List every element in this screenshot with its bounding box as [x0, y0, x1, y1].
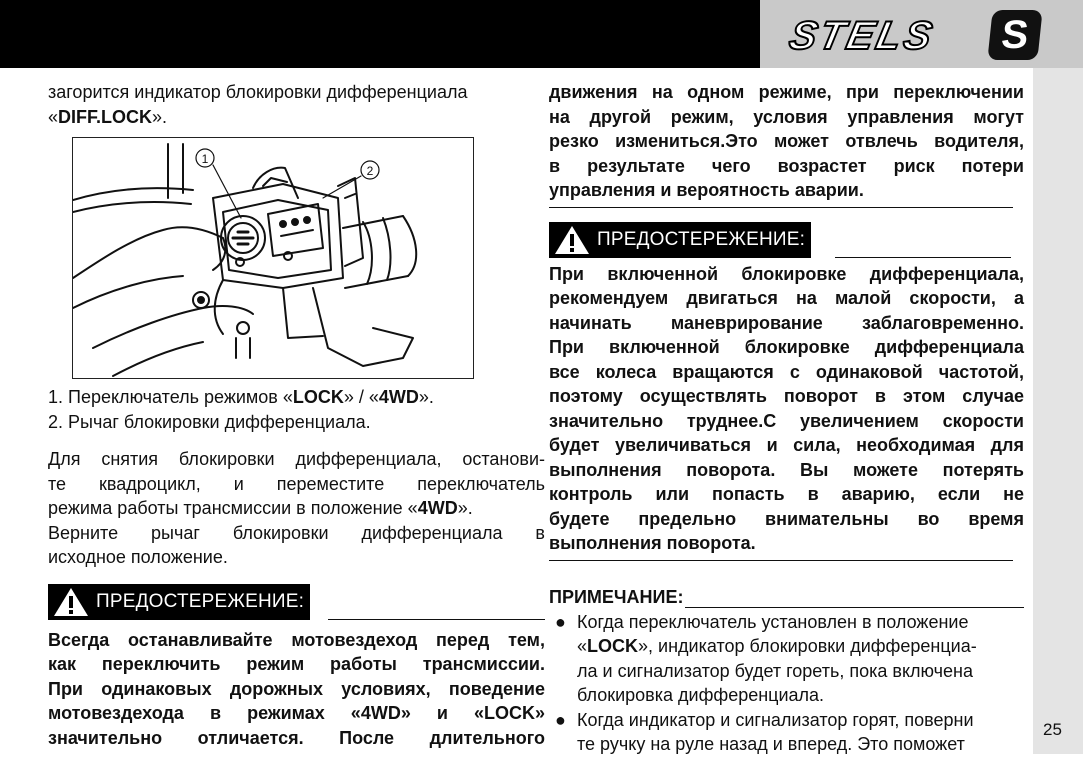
figure-captions [48, 385, 545, 434]
warning-line: При одинаковых дорожных условиях, поведение [48, 678, 545, 699]
intro-line: загорится индикатор блокировки дифференциала [48, 82, 468, 102]
warning-line: начинать маневрирование заблаговременно. [549, 312, 1024, 333]
continued-warning [549, 80, 1024, 203]
note-line: Когда переключатель установлен в положение [577, 611, 969, 632]
lock-term: LOCK [587, 636, 639, 656]
warning-rule [328, 619, 545, 620]
warning-triangle-icon [52, 586, 90, 618]
paragraph-line: Верните рычаг блокировки дифференциала в [48, 522, 545, 543]
note-list [549, 610, 1024, 757]
warning-line: все колеса вращаются с одинаковой частотой, [549, 361, 1024, 382]
warning-line: управления и вероятность аварии. [549, 180, 864, 200]
paragraph-text: ». [457, 498, 473, 518]
warning-line [48, 701, 545, 726]
warning-line: выполнения поворота. Вы можете потерять [549, 459, 1024, 480]
warning-line: резко измениться.Это может отвлечь водителя, [549, 131, 1024, 151]
switch-illustration [73, 138, 473, 378]
warning-line: контроль или попасть в аварию, если не [549, 484, 1024, 504]
warning-line: на другой режим, условия управления могут [549, 106, 1024, 127]
warning-text-left [48, 628, 545, 751]
logo-wordmark: STELS [785, 14, 939, 58]
caption-text: » / « [343, 387, 379, 407]
caption-1 [48, 387, 434, 407]
4wd-term: 4WD [360, 703, 401, 723]
paragraph-line: Для снятия блокировки дифференциала, останови- [48, 449, 545, 469]
note-rule [685, 589, 1024, 608]
warning-line: как переключить режим работы трансмиссии. [48, 654, 545, 674]
page-number: 25 [1043, 720, 1062, 739]
warning-text: » и « [400, 703, 484, 723]
callout-1-label: 1 [201, 152, 209, 166]
warning-line: Всегда останавливайте мотовездеход перед тем, [48, 629, 545, 650]
note-text: « [577, 636, 588, 656]
warning-label [48, 584, 310, 620]
intro-paragraph [48, 80, 545, 129]
section-rule [549, 207, 1013, 208]
warning-text: мотовездехода в режимах « [48, 703, 361, 723]
right-column [549, 80, 1024, 757]
warning-header-right [549, 222, 1024, 260]
note-line [577, 634, 1024, 659]
warning-label-text: ПРЕДОСТЕРЕЖЕНИЕ: [597, 228, 806, 250]
warning-line: поэтому осуществлять поворот в этом случае [549, 386, 1024, 406]
callout-2-label: 2 [366, 164, 374, 178]
left-column [48, 80, 545, 750]
logo-s-badge: S [987, 10, 1042, 60]
warning-header-left [48, 584, 545, 622]
warning-line: значительно отличается. После длительного [48, 727, 545, 748]
stels-logo [780, 10, 1070, 62]
quote: ». [152, 106, 168, 127]
warning-label [549, 222, 811, 258]
note-title: ПРИМЕЧАНИЕ: [549, 586, 684, 607]
4wd-term: 4WD [378, 387, 419, 407]
warning-text-right [549, 262, 1024, 556]
warning-line: выполнения поворота. [549, 533, 756, 553]
warning-line: значительно труднее.С увеличением скорости [549, 410, 1024, 431]
note-line: Когда индикатор и сигнализатор горят, поверни [577, 709, 974, 730]
header-black-band [0, 0, 760, 68]
quote: « [48, 106, 59, 127]
note-line: блокировка дифференциала. [577, 685, 825, 705]
warning-label-text: ПРЕДОСТЕРЕЖЕНИЕ: [96, 590, 305, 612]
warning-rule [835, 257, 1011, 258]
warning-line: в результате чего возрастет риск потери [549, 155, 1024, 176]
4wd-term: 4WD [417, 498, 458, 518]
caption-text: 1. Переключатель режимов « [48, 387, 293, 407]
bullet-icon: ● [555, 611, 566, 632]
caption-2: 2. Рычаг блокировки дифференциала. [48, 411, 371, 432]
diff-lock-term: DIFF.LOCK [58, 106, 153, 127]
warning-line: При включенной блокировке дифференциала, [549, 263, 1024, 284]
handlebar-switch-figure [72, 137, 474, 379]
caption-text: ». [418, 387, 434, 407]
warning-line: движения на одном режиме, при переключении [549, 82, 1024, 102]
warning-line: рекомендуем двигаться на малой скорости, а [549, 288, 1024, 308]
unlock-paragraph [48, 447, 545, 570]
section-rule [549, 560, 1013, 561]
lock-term: LOCK [292, 387, 344, 407]
page-side-strip [1033, 68, 1083, 754]
note-text: », индикатор блокировки дифференциа- [638, 636, 977, 656]
note-line: те ручку на руле назад и вперед. Это поможет [577, 734, 965, 754]
warning-text: » [535, 703, 546, 723]
warning-line: будете предельно внимательны во время [549, 508, 1024, 529]
paragraph-line [48, 496, 545, 521]
warning-triangle-icon [553, 224, 591, 256]
note-line: ла и сигнализатор будет гореть, пока включена [577, 660, 973, 681]
note-item [555, 610, 1024, 708]
note-header [549, 587, 1024, 608]
note-item [555, 708, 1024, 757]
bullet-icon: ● [555, 709, 566, 730]
paragraph-line: исходное положение. [48, 547, 228, 567]
paragraph-line: те квадроцикл, и переместите переключатель [48, 473, 545, 494]
warning-line: будет увеличиваться и сила, необходимая для [549, 435, 1024, 455]
paragraph-text: режима работы трансмиссии в положение « [48, 498, 418, 518]
lock-term: LOCK [484, 703, 535, 723]
warning-line: При включенной блокировке дифференциала [549, 337, 1024, 357]
